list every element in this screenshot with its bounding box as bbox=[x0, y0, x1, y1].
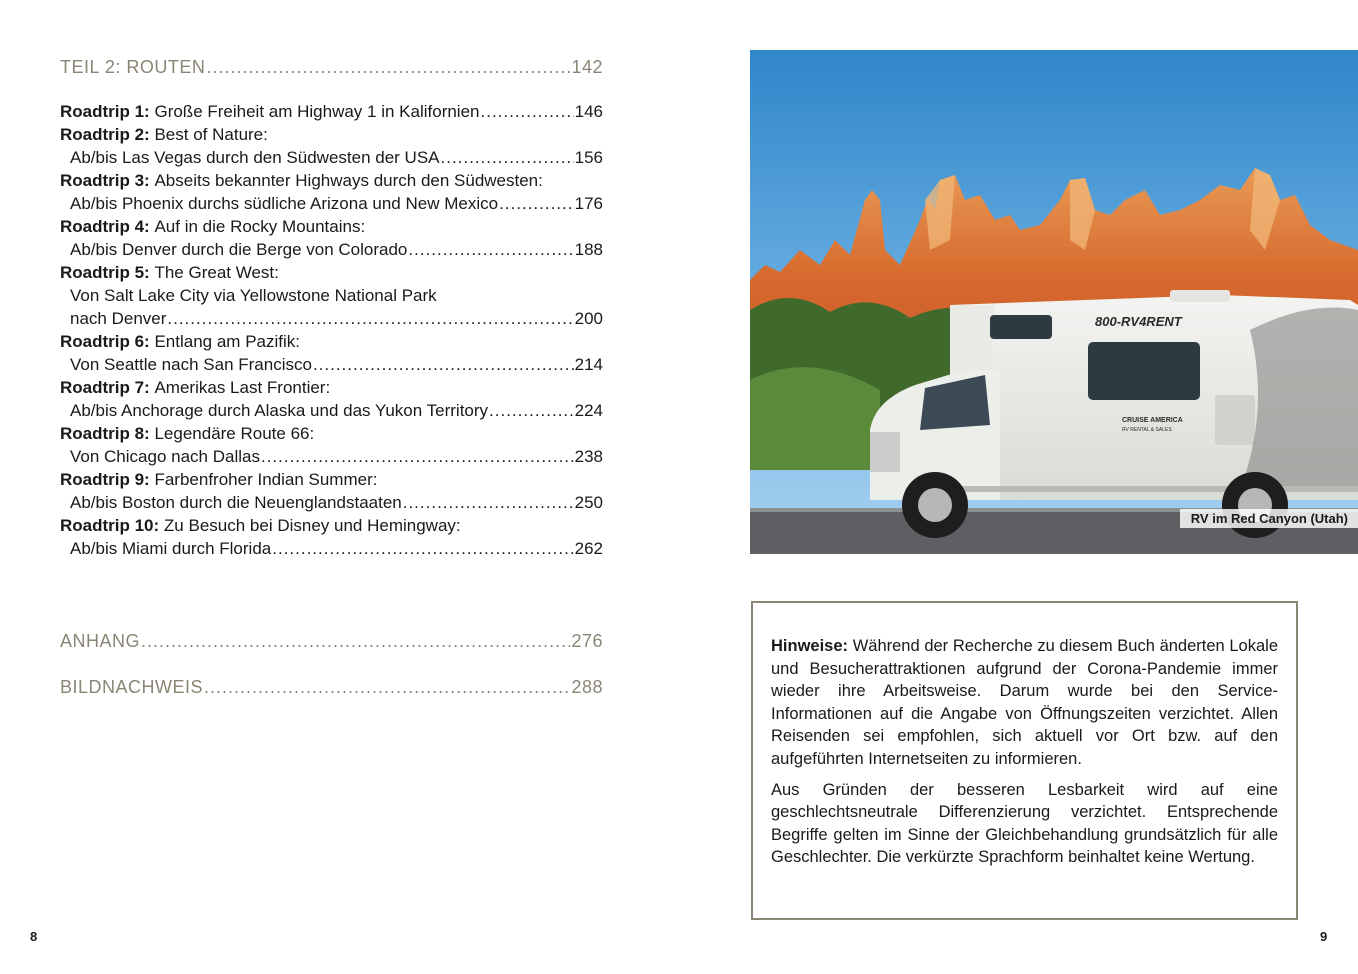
toc-roadtrip-7-sub[interactable]: Ab/bis Anchorage durch Alaska und das Yukon Territory ..... 224 bbox=[60, 399, 603, 422]
toc-image-credits[interactable]: BILDNACHWEIS ..... 288 bbox=[60, 674, 603, 700]
page-number-left: 8 bbox=[30, 929, 38, 944]
rv-side-logo-sub: RV RENTAL & SALES bbox=[1122, 427, 1172, 433]
rv-side-logo: CRUISE AMERICA bbox=[1122, 417, 1183, 424]
front-grille bbox=[870, 432, 900, 472]
shrubs bbox=[750, 367, 880, 470]
rv-door bbox=[1215, 395, 1255, 445]
toc-roadtrip-2-sub[interactable]: Ab/bis Las Vegas durch den Südwesten der USA ..... 156 bbox=[60, 146, 603, 169]
toc-roadtrip-9-sub[interactable]: Ab/bis Boston durch die Neuenglandstaaten ..... 250 bbox=[60, 491, 603, 514]
notes-box bbox=[751, 601, 1298, 920]
toc-part-heading[interactable]: TEIL 2: ROUTEN ..... 142 bbox=[60, 54, 603, 80]
toc-roadtrip-4[interactable]: Roadtrip 4: Auf in die Rocky Mountains: bbox=[60, 217, 366, 236]
page-number-right: 9 bbox=[1320, 929, 1328, 944]
toc-roadtrip-7[interactable]: Roadtrip 7: Amerikas Last Frontier: bbox=[60, 378, 331, 397]
toc-roadtrip-6-sub[interactable]: Von Seattle nach San Francisco ..... 214 bbox=[60, 353, 603, 376]
notes-paragraph-2: Aus Gründen der besseren Lesbarkeit wird auf eine geschlechtsneutrale Differenzierung verzichtet. Entsprechende Begriffe gelten im Sinne der Gleichbehandlung grundsätzlich für alle Geschlechter. Die verkürzte Sprachform beinhaltet keine Wertung. bbox=[771, 780, 1278, 867]
toc-roadtrip-8-sub[interactable]: Von Chicago nach Dallas ..... 238 bbox=[60, 445, 603, 468]
notes-label: Hinweise: bbox=[771, 637, 849, 655]
toc-roadtrip-5[interactable]: Roadtrip 5: The Great West: bbox=[60, 263, 279, 282]
toc-roadtrip-5-sub2[interactable]: nach Denver ..... 200 bbox=[60, 307, 603, 330]
toc-roadtrip-10-sub[interactable]: Ab/bis Miami durch Florida ..... 262 bbox=[60, 537, 603, 560]
toc-appendix[interactable]: ANHANG ..... 276 bbox=[60, 628, 603, 654]
toc-roadtrip-5-sub[interactable]: Von Salt Lake City via Yellowstone National Park bbox=[70, 286, 437, 305]
toc-roadtrip-9[interactable]: Roadtrip 9: Farbenfroher Indian Summer: bbox=[60, 470, 378, 489]
toc-roadtrip-8[interactable]: Roadtrip 8: Legendäre Route 66: bbox=[60, 424, 315, 443]
rv-brand-text: 800-RV4RENT bbox=[1095, 314, 1182, 329]
toc-roadtrip-1[interactable]: Roadtrip 1: Große Freiheit am Highway 1 in Kalifornien ..... 146 bbox=[60, 100, 603, 123]
toc-roadtrip-3-sub[interactable]: Ab/bis Phoenix durchs südliche Arizona und New Mexico ..... 176 bbox=[60, 192, 603, 215]
roof-ac-unit bbox=[1170, 290, 1230, 302]
toc-roadtrip-10[interactable]: Roadtrip 10: Zu Besuch bei Disney und Hemingway: bbox=[60, 516, 461, 535]
toc-roadtrip-3[interactable]: Roadtrip 3: Abseits bekannter Highways durch den Südwesten: bbox=[60, 171, 543, 190]
toc-roadtrip-6[interactable]: Roadtrip 6: Entlang am Pazifik: bbox=[60, 332, 300, 351]
photo-caption: RV im Red Canyon (Utah) bbox=[1180, 509, 1358, 528]
toc-roadtrip-4-sub[interactable]: Ab/bis Denver durch die Berge von Colorado ..... 188 bbox=[60, 238, 603, 261]
toc-roadtrip-2[interactable]: Roadtrip 2: Best of Nature: bbox=[60, 125, 268, 144]
notes-paragraph-1: Hinweise: Während der Recherche zu diesem Buch änderten Lokale und Besucherattraktionen aufgrund der Corona-Pandemie immer wieder ihre Arbeitsweise. Darum wurde bei den Service-Informationen auf die Angabe von Öffnungszeiten verzichtet. Allen Reisenden sei empfohlen, sich aktuell vor Ort bzw. auf den aufgeführten Internetseiten zu informieren. bbox=[771, 637, 1278, 768]
rv-side-window-upper bbox=[990, 315, 1052, 339]
rv-photo bbox=[750, 50, 1358, 554]
rv-side-window bbox=[1088, 342, 1200, 400]
rv-canyon-illustration bbox=[750, 50, 1358, 554]
table-of-contents bbox=[60, 54, 603, 700]
